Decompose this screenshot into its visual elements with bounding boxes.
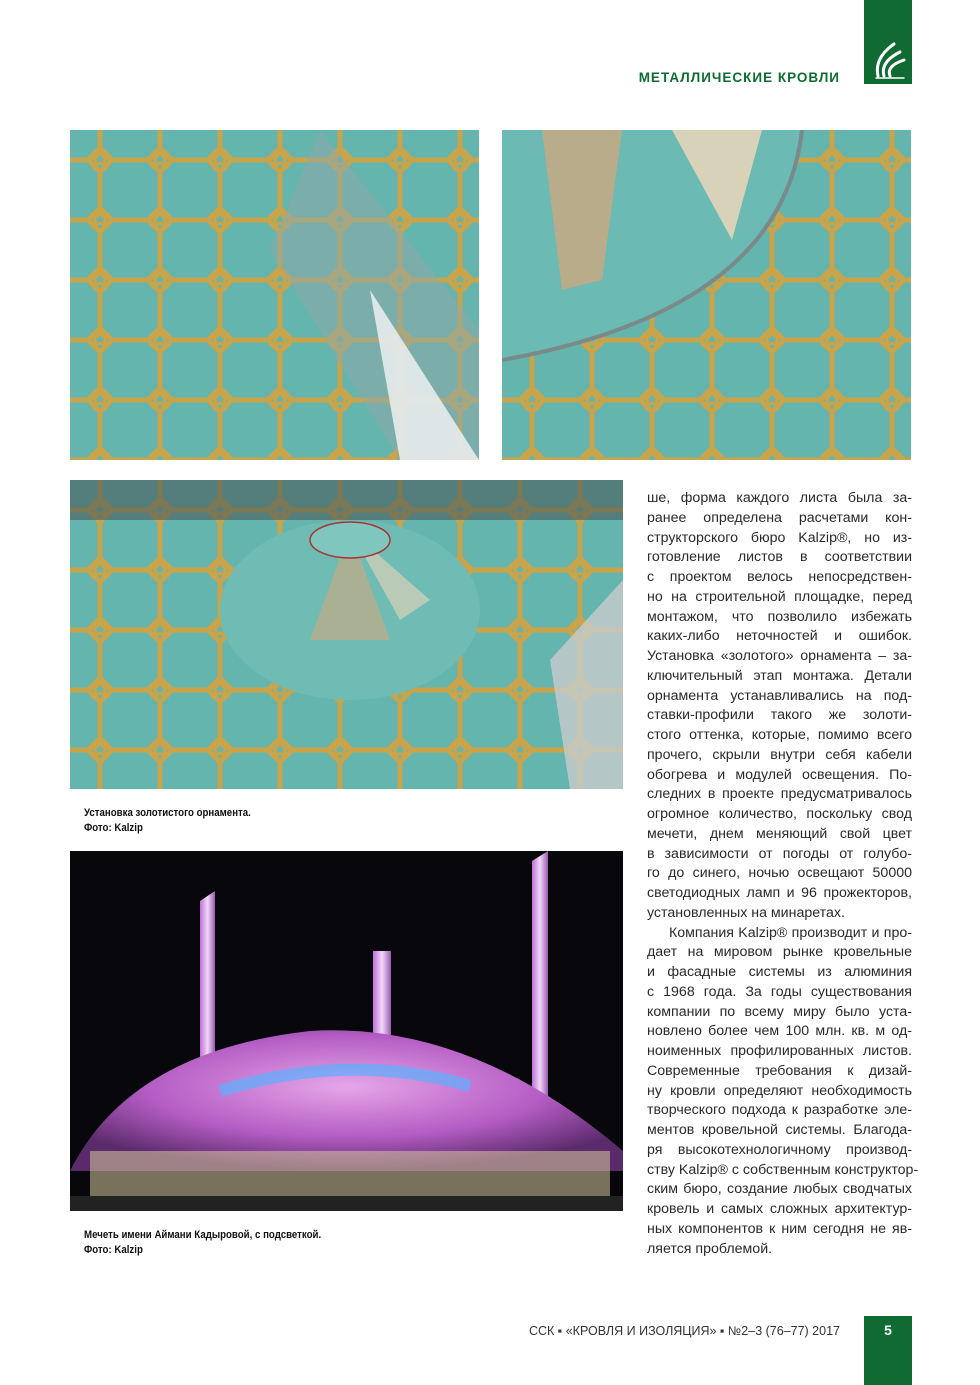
photo-dome-workers — [502, 130, 911, 460]
caption-text: Мечеть имени Аймани Кадыровой, с подсветкой. — [84, 1229, 322, 1241]
text-line: но на строительной площадке, перед — [647, 588, 912, 605]
text-line: ским бюро, создание любых сводчатых — [647, 1181, 912, 1198]
text-line: следних в проекте предусматривалось — [647, 786, 912, 803]
text-line: стого оттенка, которые, помимо всего — [647, 727, 912, 743]
photo-ornament-closeup — [70, 130, 479, 460]
text-line: ству Kalzip® с собственным конструктор- — [647, 1161, 919, 1178]
text-line: ментов кровельной системы. Благода- — [647, 1122, 912, 1138]
photo-caption — [84, 806, 251, 836]
text-line: Компания Kalzip® производит и про- — [669, 924, 912, 941]
text-line: готовление листов в соответствии — [647, 549, 912, 566]
text-line: ше, форма каждого листа была за- — [647, 490, 912, 506]
page-number: 5 — [884, 1322, 892, 1338]
text-line: го до синего, ночью освещают 50000 — [647, 865, 912, 882]
caption-text: Установка золотистого орнамента. — [84, 807, 251, 819]
text-line: ноименных профилированных листов. — [647, 1043, 912, 1059]
text-line: структорского бюро Kalzip®, но из- — [647, 529, 912, 546]
text-line: ных компонентов к ним сегодня не яв- — [647, 1220, 912, 1237]
article-text — [647, 489, 919, 1259]
photo-dome-overview — [70, 480, 623, 789]
text-line: орнамента устанавливались на под- — [647, 687, 912, 704]
text-line: монтажом, что позволило избежать — [647, 608, 912, 625]
section-title: МЕТАЛЛИЧЕСКИЕ КРОВЛИ — [638, 70, 840, 85]
text-line: огромное количество, поскольку свод — [647, 806, 912, 822]
text-line: ранее определена расчетами кон- — [647, 509, 912, 526]
caption-credit: Фото: Kalzip — [84, 822, 143, 834]
photo-caption — [84, 1228, 321, 1258]
article-paragraph-1 — [647, 489, 912, 924]
article-paragraph-2 — [647, 924, 919, 1260]
caption-credit: Фото: Kalzip — [84, 1244, 143, 1256]
page-number-box — [864, 1316, 912, 1385]
text-line: новлено более чем 100 млн. кв. м од- — [647, 1023, 912, 1040]
text-line: кровель и самых сложных архитектур- — [647, 1201, 912, 1217]
text-line: установленных на минаретах. — [647, 904, 845, 921]
text-line: прочего, скрыли внутри себя кабели — [647, 746, 912, 763]
text-line: в зависимости от погоды от голубо- — [647, 845, 912, 862]
text-line: ключительный этап монтажа. Детали — [647, 667, 912, 684]
text-line: каких-либо неточностей и ошибок. — [647, 628, 912, 645]
text-line: компании по всему миру было уста- — [647, 1003, 912, 1020]
text-line: мечети, днем меняющий свой цвет — [647, 825, 912, 842]
text-line: Современные требования к дизай- — [647, 1062, 912, 1079]
text-line: обогрева и модулей освещения. По- — [647, 766, 912, 783]
text-line: ря высокотехнологичному производ- — [647, 1141, 912, 1158]
footer-journal-info: ССК ▪ «КРОВЛЯ И ИЗОЛЯЦИЯ» ▪ №2–3 (76–77) 2017 — [529, 1324, 840, 1338]
leaf-logo-icon — [864, 0, 912, 84]
text-line: дает на мировом рынке кровельные — [647, 944, 912, 961]
text-line: светодиодных ламп и 96 прожекторов, — [647, 885, 912, 901]
text-line: творческого подхода к разработке эле- — [647, 1102, 912, 1119]
text-line: ляется проблемой. — [647, 1240, 773, 1257]
text-line: Установка «золотого» орнамента – за- — [647, 648, 912, 664]
text-line: ну кровли определяют необходимость — [647, 1082, 912, 1099]
logo-box — [864, 0, 912, 84]
text-line: ставки-профили такого же золоти- — [647, 707, 912, 724]
text-line: с проектом велось непосредствен- — [647, 569, 912, 585]
text-line: и фасадные системы из алюминия — [647, 964, 912, 980]
photo-mosque-night — [70, 851, 623, 1211]
text-line: с 1968 года. За годы существования — [647, 983, 912, 1000]
